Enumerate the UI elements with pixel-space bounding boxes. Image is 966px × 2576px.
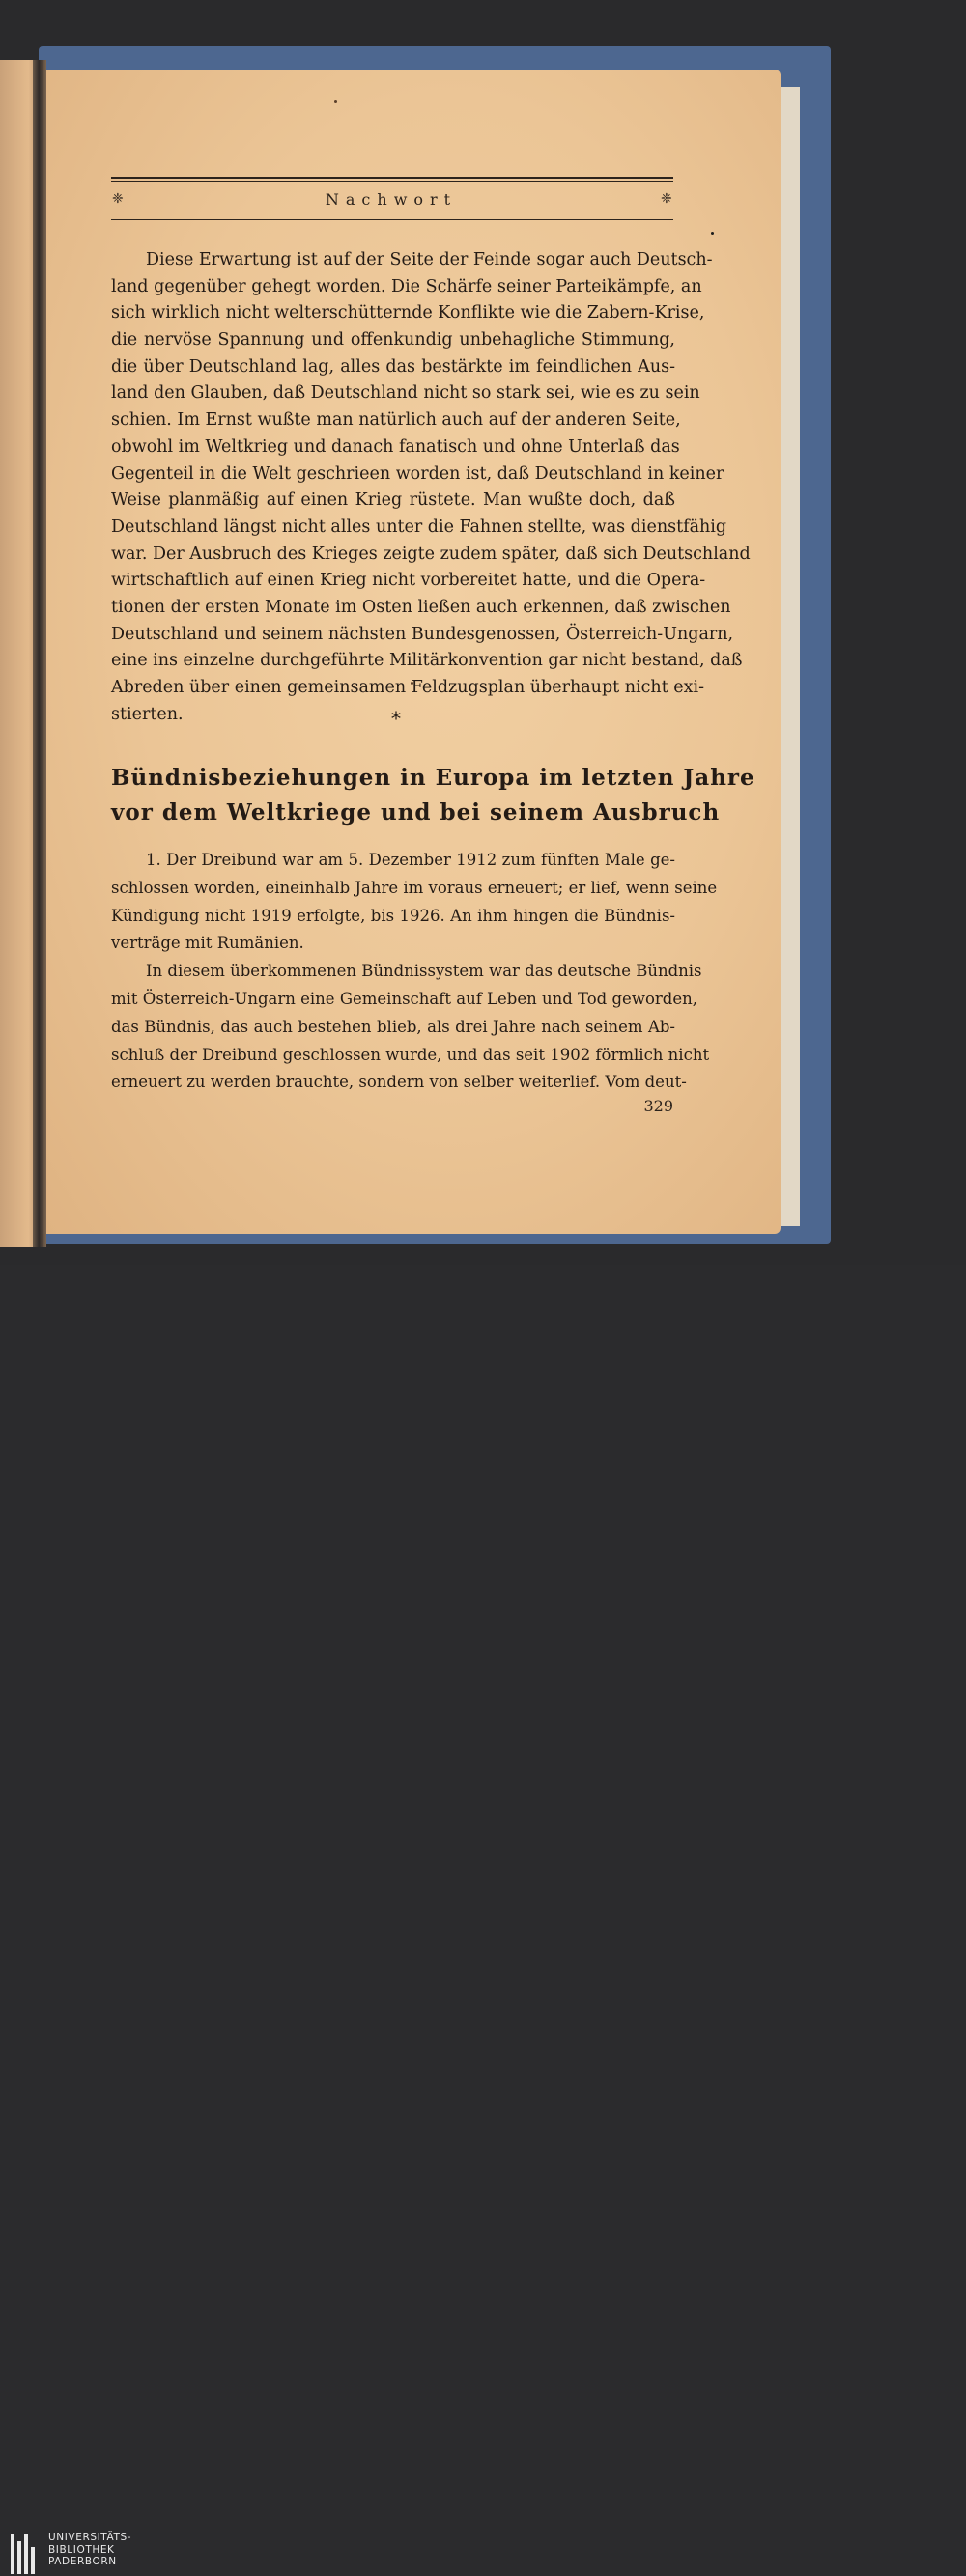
text-line: Diese Erwartung ist auf der Seite der Feinde sogar auch Deutsch- <box>146 250 713 269</box>
text-line: war. Der Ausbruch des Krieges zeigte zudem später, daß sich Deutschland <box>111 544 751 564</box>
logo-line: UNIVERSITÄTS- <box>48 2532 132 2543</box>
text-line: mit Österreich-Ungarn eine Gemeinschaft auf Leben und Tod geworden, <box>111 989 697 1008</box>
paper-speck <box>334 100 337 103</box>
header-ornament-right-icon: ❈ <box>661 191 672 207</box>
text-line: Weise planmäßig auf einen Krieg rüstete. Man wußte doch, daß <box>111 490 675 511</box>
text-line: die über Deutschland lag, alles das bestärkte im feindlichen Aus- <box>111 356 675 377</box>
text-line: land den Glauben, daß Deutschland nicht so stark sei, wie es zu sein <box>111 383 700 404</box>
logo-line: PADERBORN <box>48 2556 117 2567</box>
text-line: land gegenüber gehegt worden. Die Schärfe seiner Parteikämpfe, an <box>111 276 702 296</box>
text-line: eine ins einzelne durchgeführte Militärkonvention gar nicht bestand, daß <box>111 651 743 671</box>
text-line: schlossen worden, eineinhalb Jahre im voraus erneuert; er lief, wenn seine <box>111 878 718 897</box>
text-line: Abreden über einen gemeinsamen Feldzugsplan überhaupt nicht exi- <box>111 678 705 697</box>
text-line: verträge mit Rumänien. <box>111 934 304 953</box>
logo-line: BIBLIOTHEK <box>48 2543 115 2556</box>
header-ornament-left-icon: ❈ <box>112 191 124 207</box>
header-rule-top-thin <box>111 181 673 182</box>
text-line: tionen der ersten Monate im Osten ließen auch erkennen, daß zwischen <box>111 597 731 617</box>
section-separator: * <box>391 707 401 730</box>
library-logo-icon <box>10 2532 41 2576</box>
text-line: die nervöse Spannung und offenkundig unbehagliche Stimmung, <box>111 330 675 350</box>
book-gutter <box>33 60 46 1247</box>
text-line: schien. Im Ernst wußte man natürlich auch auf der anderen Seite, <box>111 410 681 431</box>
paragraph-1 <box>111 247 751 728</box>
text-line: stierten. <box>111 704 184 724</box>
header-rule-bottom <box>111 219 673 220</box>
heading-line: Bündnisbeziehungen in Europa im letzten Jahre <box>111 765 755 791</box>
paragraph-2 <box>111 847 718 1097</box>
text-line: sich wirklich nicht welterschütternde Konflikte wie die Zabern-Krise, <box>111 303 705 323</box>
page-number: 329 <box>643 1097 673 1115</box>
heading-line: vor dem Weltkriege und bei seinem Ausbruch <box>111 799 721 826</box>
text-line: das Bündnis, das auch bestehen blieb, als drei Jahre nach seinem Ab- <box>111 1017 675 1036</box>
text-line: Kündigung nicht 1919 erfolgte, bis 1926. An ihm hingen die Bündnis- <box>111 906 675 925</box>
text-line: Gegenteil in die Welt geschrieen worden ist, daß Deutschland in keiner <box>111 463 724 484</box>
paper-speck <box>711 232 714 235</box>
text-line: Deutschland längst nicht alles unter die Fahnen stellte, was dienstfähig <box>111 517 727 537</box>
text-line: schluß der Dreibund geschlossen wurde, und das seit 1902 förmlich nicht <box>111 1045 710 1064</box>
library-logo-text <box>48 2532 131 2568</box>
text-line: wirtschaftlich auf einen Krieg nicht vorbereitet hatte, und die Opera- <box>111 571 706 591</box>
text-line: Deutschland und seinem nächsten Bundesgenossen, Österreich-Ungarn, <box>111 624 734 644</box>
text-line: obwohl im Weltkrieg und danach fanatisch und ohne Unterlaß das <box>111 436 680 457</box>
text-line: erneuert zu werden brauchte, sondern von selber weiterlief. Vom deut- <box>111 1073 687 1092</box>
header-rule-top <box>111 177 673 179</box>
library-footer <box>0 1265 966 2567</box>
section-heading <box>111 761 755 830</box>
text-line: 1. Der Dreibund war am 5. Dezember 1912 zum fünften Male ge- <box>146 851 675 869</box>
book-scan <box>0 0 966 1265</box>
text-line: In diesem überkommenen Bündnissystem war das deutsche Bündnis <box>146 962 702 981</box>
running-head: Nachwort <box>325 190 458 209</box>
